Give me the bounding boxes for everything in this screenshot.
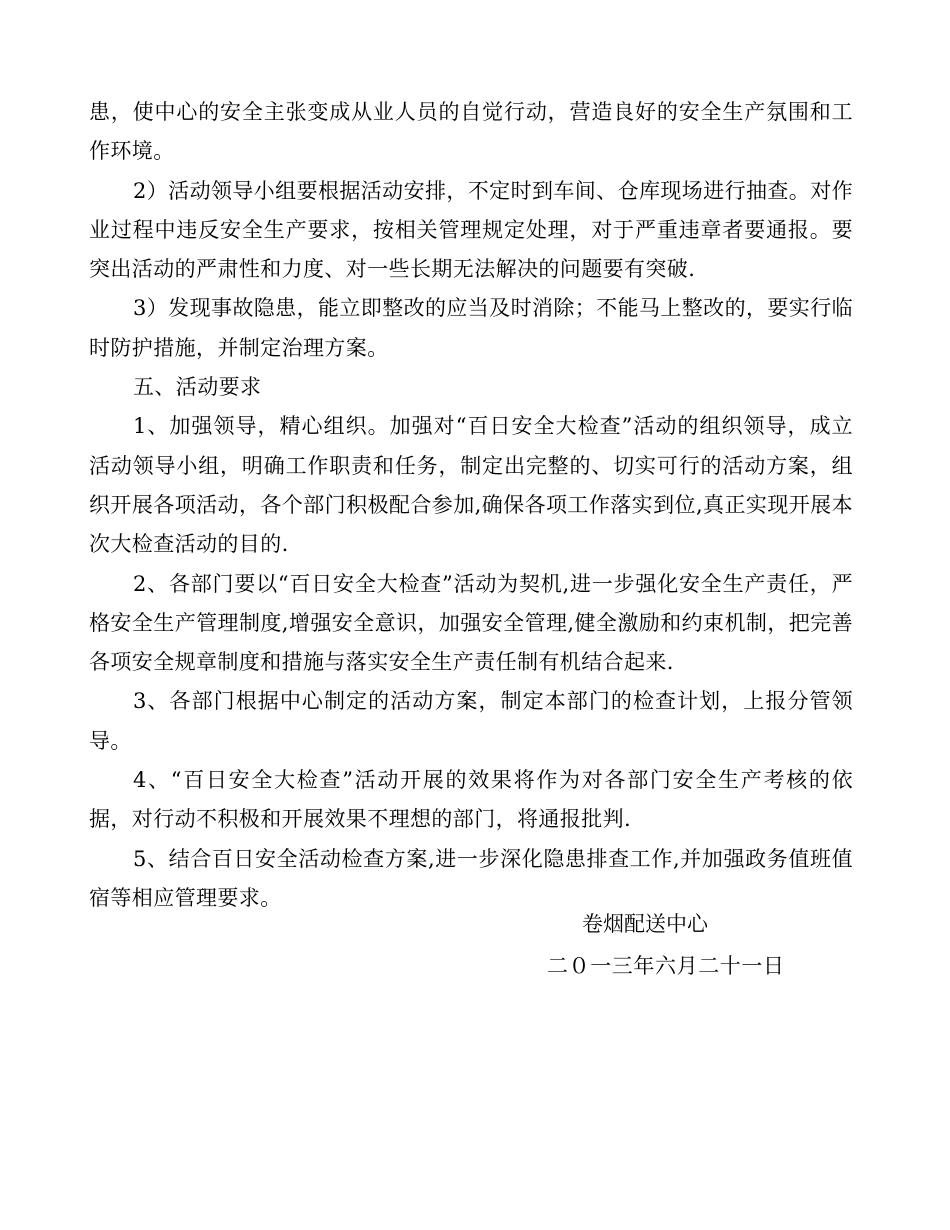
requirement-item-1: 1、加强领导，精心组织。加强对“百日安全大检查”活动的组织领导，成立活动领导小组，明确工作职责和任务，制定出完整的、切实可行的活动方案，组织开展各项活动，各个部门积极配合参加,确保各项工作落实到位,真正实现开展本次大检查活动的目的. [89,414,853,557]
signature-organization: 卷烟配送中心 [582,912,708,936]
signature-date: 二０一三年六月二十一日 [547,954,785,978]
document-body [89,93,853,918]
requirement-item-5: 5、结合百日安全活动检查方案,进一步深化隐患排查工作,并加强政务值班值宿等相应管理要求。 [89,846,853,910]
section-heading-requirements: 五、活动要求 [133,375,262,400]
requirement-item-4: 4、“百日安全大检查”活动开展的效果将作为对各部门安全生产考核的依据，对行动不积极和开展效果不理想的部门，将通报批判. [89,768,853,832]
paragraph-continuation: 患，使中心的安全主张变成从业人员的自觉行动，营造良好的安全生产氛围和工作环境。 [89,100,853,164]
requirement-item-3: 3、各部门根据中心制定的活动方案，制定本部门的检查计划，上报分管领导。 [89,689,853,753]
requirement-item-2: 2、各部门要以“百日安全大检查”活动为契机,进一步强化安全生产责任，严格安全生产管理制度,增强安全意识，加强安全管理,健全激励和约束机制，把完善各项安全规章制度和措施与落实安全生产责任制有机结合起来. [89,571,853,675]
paragraph-item-3: 3）发现事故隐患，能立即整改的应当及时消除；不能马上整改的，要实行临时防护措施，并制定治理方案。 [89,296,853,360]
paragraph-item-2: 2）活动领导小组要根据活动安排，不定时到车间、仓库现场进行抽查。对作业过程中违反安全生产要求，按相关管理规定处理，对于严重违章者要通报。要突出活动的严肃性和力度、对一些长期无法解决的问题要有突破. [89,178,853,282]
